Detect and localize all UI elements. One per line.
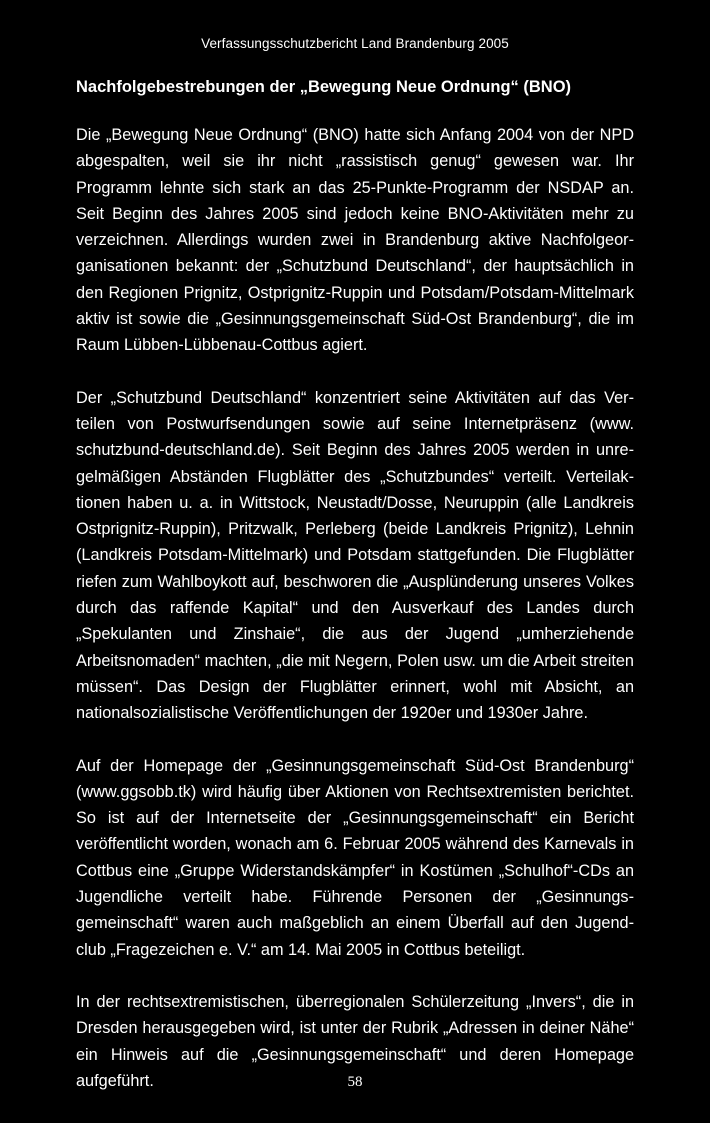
paragraph-schutzbund: Der „Schutzbund Deutschland“ konzentriert seine Aktivitäten auf das Verteilen von Postwurfsendungen sowie auf seine Internetpräsenz (www.​schutzbund-deutschland.de). Seit Beginn des Jahres 2005 werden in unregelmäßigen Abständen Flugblätter des „Schutzbundes“ verteilt. Verteilaktionen haben u. a. in Wittstock, Neustadt/Dosse, Neuruppin (alle Landkreis Ostprignitz-Ruppin), Pritzwalk, Perleberg (beide Landkreis Prignitz), Lehnin (Landkreis Potsdam-Mittelmark) und Potsdam stattgefunden. Die Flugblätter riefen zum Wahlboykott auf, beschworen die „Ausplünderung unseres Volkes durch das raffende Kapital“ und den Ausverkauf des Landes durch „Spekulanten und Zinshaie“, die aus der Jugend „umherziehende Arbeitsnomaden“ machten, „die mit Negern, Polen usw. um die Arbeit streiten müssen“. Das Design der Flugblätter erinnert, wohl mit Absicht, an nationalsozialistische Veröffentlichungen der 1920er und 1930er Jahre. [76, 388, 634, 723]
section-heading: Nachfolgebestrebungen der „Bewegung Neue Ordnung“ (BNO) [76, 78, 572, 96]
paragraph-invers: In der rechtsextremistischen, überregionalen Schülerzeitung „Invers“, die in Dresden herausgegeben wird, ist unter der Rubrik „Adressen in deiner Nähe“ ein Hinweis auf die „Gesinnungsgemeinschaft“ und deren Homepage aufgeführt. [76, 992, 634, 1090]
paragraph-gesinnungsgemeinschaft: Auf der Homepage der „Gesinnungsgemeinschaft Süd-Ost Brandenburg“ (www.ggsobb.tk) wird häufig über Aktionen von Rechtsextremisten berichtet. So ist auf der Internetseite der „Gesinnungsgemeinschaft“ ein Bericht veröffentlicht worden, wonach am 6. Februar 2005 während des Karnevals in Cottbus eine „Gruppe Widerstandskämpfer“ in Kostümen „Schulhof“-CDs an Jugendliche verteilt habe. Führende Personen der „Gesinnungsgemeinschaft“ waren auch maßgeblich an einem Überfall auf den Jugendclub „Fragezeichen e. V.“ am 14. Mai 2005 in Cottbus beteiligt. [76, 756, 634, 959]
running-header: Verfassungsschutzbericht Land Brandenburg 2005 [201, 36, 509, 51]
main-content [76, 76, 634, 1120]
paragraph-bno-split: Die „Bewegung Neue Ordnung“ (BNO) hatte sich Anfang 2004 von der NPD abgespalten, weil sie ihr nicht „rassistisch genug“ gewesen war. Ihr Programm lehnte sich stark an das 25-Punkte-Programm der NSDAP an. Seit Beginn des Jahres 2005 sind jedoch keine BNO-Aktivitäten mehr zu verzeichnen. Allerdings wurden zwei in Brandenburg aktive Nachfolgeorganisationen bekannt: der „Schutzbund Deutschland“, der hauptsächlich in den Regionen Prignitz, Ostprignitz-Ruppin und Potsdam/Potsdam-Mittelmark aktiv ist sowie die „Gesinnungsgemeinschaft Süd-Ost Brandenburg“, die im Raum Lübben-Lübbenau-Cottbus agiert. [76, 126, 634, 355]
page-number: 58 [347, 1074, 363, 1090]
